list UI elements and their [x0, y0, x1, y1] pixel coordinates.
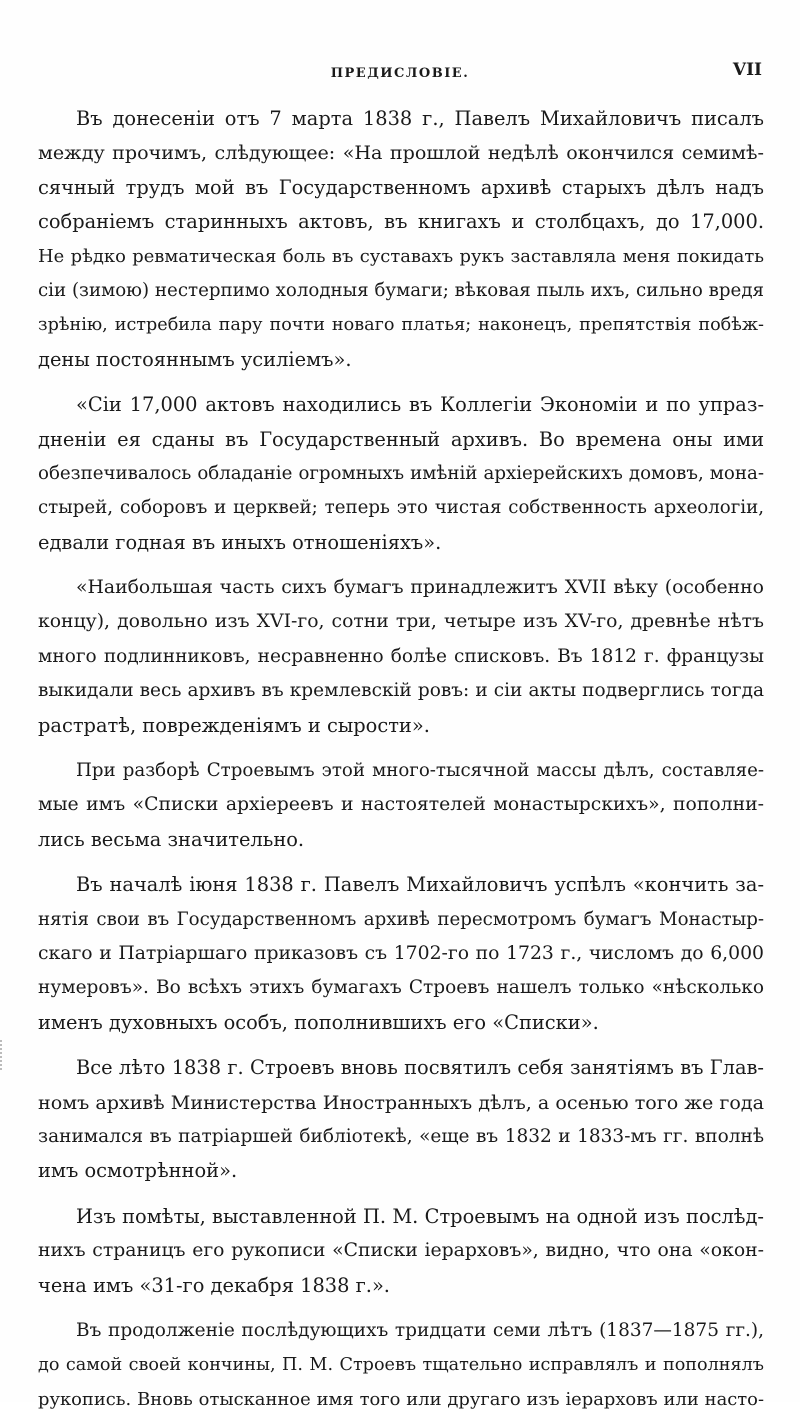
text-line: нумеровъ». Во всѣхъ этихъ бумагахъ Строевъ нашелъ только «нѣсколько — [38, 977, 764, 999]
text-line: концу), довольно изъ XVI-го, сотни три, четыре изъ XV-го, древнѣе нѣтъ — [38, 611, 764, 633]
text-line: много подлинниковъ, несравненно болѣе списковъ. Въ 1812 г. французы — [38, 645, 764, 667]
text-line: Изъ помѣты, выставленной П. М. Строевымъ на одной изъ послѣд- — [76, 1204, 764, 1228]
running-head — [0, 60, 800, 90]
text-line: Въ продолженіе послѣдующихъ тридцати семи лѣтъ (1837—1875 гг.), — [76, 1319, 764, 1341]
body-text — [38, 102, 764, 1428]
paragraph-6 — [38, 1051, 764, 1189]
text-line: сіи (зимою) нестерпимо холодныя бумаги; вѣковая пыль ихъ, сильно вредя — [38, 279, 764, 301]
margin-smudge — [0, 1040, 8, 1070]
paragraph-3 — [38, 571, 764, 743]
text-line: нятія свои въ Государственномъ архивѣ пересмотромъ бумагъ Монастыр- — [38, 908, 764, 930]
text-line: именъ духовныхъ особъ, пополнившихъ его «Списки». — [38, 1010, 599, 1034]
text-line: лись весьма значительно. — [38, 827, 305, 851]
text-line: имъ осмотрѣнной». — [38, 1159, 238, 1183]
text-line: зрѣнію, истребила пару почти новаго платья; наконецъ, препятствія побѣж- — [38, 315, 764, 336]
text-line: «Сіи 17,000 актовъ находились въ Коллегіи Экономіи и по упраз- — [76, 393, 764, 417]
text-line: едвали годная въ иныхъ отношеніяхъ». — [38, 530, 442, 554]
text-line: обезпечивалось обладаніе огромныхъ имѣній архіерейскихъ домовъ, мона- — [38, 462, 764, 484]
text-line: собраніемъ старинныхъ актовъ, въ книгахъ и столбцахъ, до 17,000. — [38, 210, 764, 234]
text-line: стырей, соборовъ и церквей; теперь это чистая собственность археологіи, — [38, 497, 764, 519]
text-line: выкидали весь архивъ въ кремлевскій ровъ: и сіи акты подверглись тогда — [38, 680, 764, 702]
text-line: номъ архивѣ Министерства Иностранныхъ дѣлъ, а осенью того же года — [38, 1090, 764, 1114]
text-line: занимался въ патріаршей библіотекѣ, «еще въ 1832 и 1833-мъ гг. вполнѣ — [38, 1125, 764, 1147]
text-line: Все лѣто 1838 г. Строевъ вновь посвятилъ себя занятіямъ въ Глав- — [76, 1056, 764, 1080]
text-line: дены постояннымъ усиліемъ». — [38, 347, 352, 371]
text-line: Въ донесеніи отъ 7 марта 1838 г., Павелъ Михайловичъ писалъ — [76, 107, 764, 130]
text-line: скаго и Патріаршаго приказовъ съ 1702-го по 1723 г., числомъ до 6,000 — [38, 942, 764, 964]
text-line: растратѣ, поврежденіямъ и сырости». — [38, 713, 430, 737]
text-line: мые имъ «Списки архіереевъ и настоятелей монастырскихъ», пополни- — [38, 794, 764, 816]
text-line: нихъ страницъ его рукописи «Списки іерарховъ», видно, что она «окон- — [38, 1240, 764, 1262]
text-line: между прочимъ, слѣдующее: «На прошлой недѣлѣ окончился семимѣ- — [38, 141, 764, 165]
text-line: Не рѣдко ревматическая боль въ суставахъ рукъ заставляла меня покидать — [38, 245, 764, 267]
paragraph-2 — [38, 388, 764, 560]
text-line: Въ началѣ іюня 1838 г. Павелъ Михайловичъ успѣлъ «кончить за- — [76, 873, 764, 897]
paragraph-1 — [38, 102, 764, 377]
text-line: «Наибольшая часть сихъ бумагъ принадлежитъ XVII вѣку (особенно — [76, 577, 764, 599]
text-line: дненіи ея сданы въ Государственный архивъ. Во времена оны ими — [38, 427, 764, 451]
page-number: VII — [732, 60, 762, 80]
paragraph-5 — [38, 868, 764, 1040]
text-line: При разборѣ Строевымъ этой много-тысячной массы дѣлъ, составляе- — [76, 760, 764, 782]
text-line: рукопись. Вновь отысканное имя того или другаго изъ іерарховъ или насто- — [38, 1388, 764, 1410]
text-line: чена имъ «31-го декабря 1838 г.». — [38, 1273, 390, 1297]
text-line: до самой своей кончины, П. М. Строевъ тщательно исправлялъ и пополнялъ — [38, 1355, 764, 1376]
paragraph-7 — [38, 1200, 764, 1303]
running-title: ПРЕДИСЛОВІЕ. — [330, 66, 470, 81]
paragraph-4 — [38, 754, 764, 857]
text-line: сячный трудъ мой въ Государственномъ архивѣ старыхъ дѣлъ надъ — [38, 175, 764, 199]
